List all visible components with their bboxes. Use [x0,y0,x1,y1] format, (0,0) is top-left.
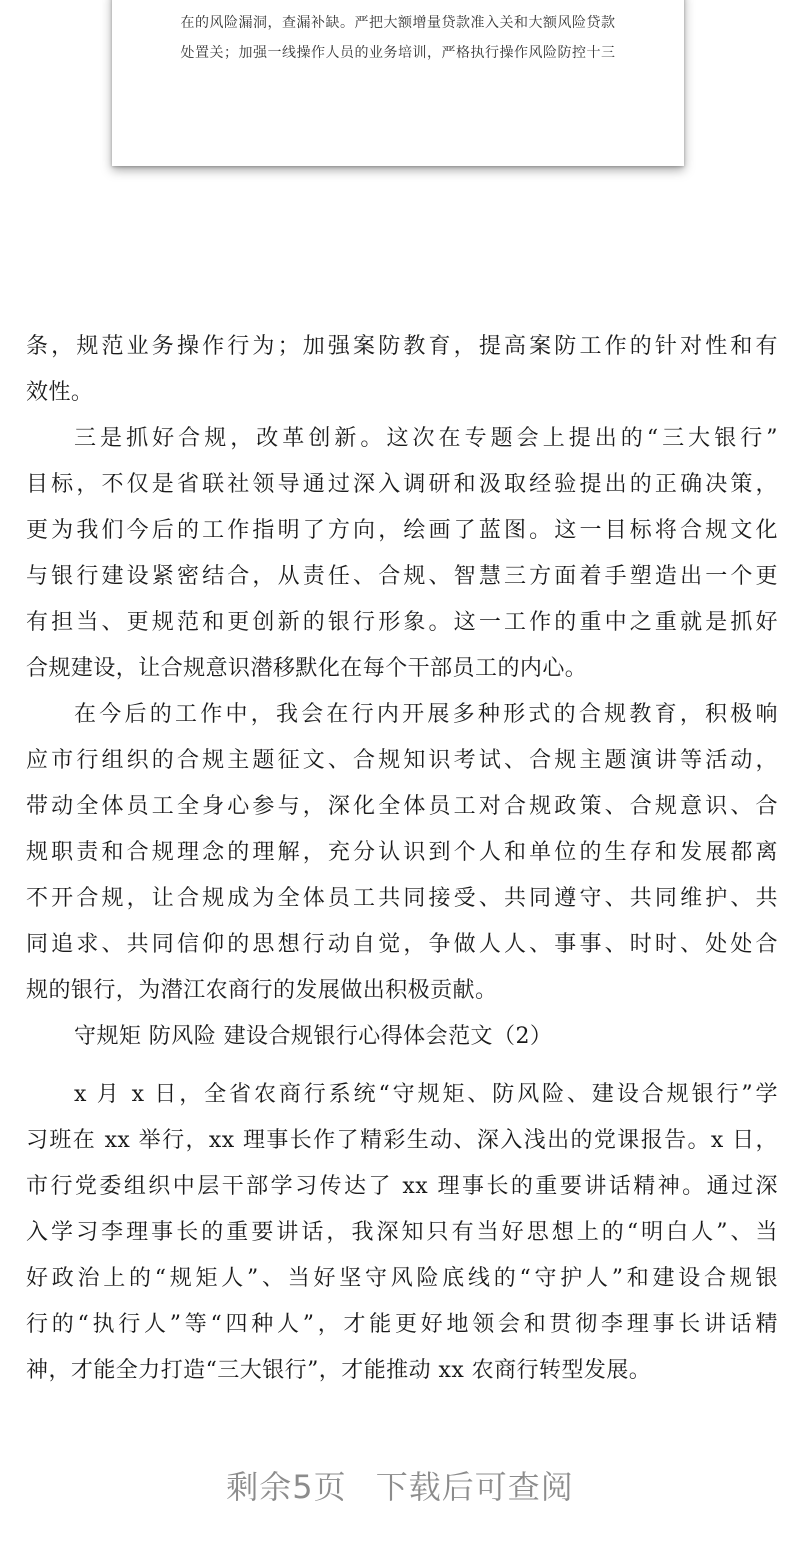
paragraph-line: 目标，不仅是省联社领导通过深入调研和汲取经验提出的正确决策， [26,472,778,497]
paragraph-line: 效性。 [26,380,94,405]
paragraph-line: 规的银行，为潜江农商行的发展做出积极贡献。 [26,978,498,1003]
paragraph-line: 在今后的工作中，我会在行内开展多种形式的合规教育，积极响 [74,702,778,727]
paragraph-line: 不开合规，让合规成为全体员工共同接受、共同遵守、共同维护、共 [26,886,778,911]
paragraph-line: 应市行组织的合规主题征文、合规知识考试、合规主题演讲等活动， [26,748,778,773]
remaining-pages-download-prompt[interactable]: 剩余5页 下载后可查阅 [226,1468,574,1506]
paragraph-line: 同追求、共同信仰的思想行动自觉，争做人人、事事、时时、处处合 [26,932,778,957]
section-heading: 守规矩 防风险 建设合规银行心得体会范文（2） [74,1024,553,1049]
paragraph-line: 习班在 xx 举行，xx 理事长作了精彩生动、深入浅出的党课报告。x 日， [26,1128,778,1153]
paragraph-line: 有担当、更规范和更创新的银行形象。这一工作的重中之重就是抓好 [26,610,778,635]
paragraph-line: 规职责和合规理念的理解，充分认识到个人和单位的生存和发展都离 [26,840,778,865]
paragraph-line: 条，规范业务操作行为；加强案防教育，提高案防工作的针对性和有 [26,334,778,359]
preview-line: 在的风险漏洞，查漏补缺。严把大额增量贷款准入关和大额风险贷款 [180,15,616,31]
paragraph-line: 三是抓好合规，改革创新。这次在专题会上提出的“三大银行” [74,426,778,451]
paragraph-line: 与银行建设紧密结合，从责任、合规、智慧三方面着手塑造出一个更 [26,564,778,589]
paragraph-line: 入学习李理事长的重要讲话，我深知只有当好思想上的“明白人”、当 [26,1220,778,1245]
paragraph-line: 更为我们今后的工作指明了方向，绘画了蓝图。这一目标将合规文化 [26,518,778,543]
paragraph-line: 行的“执行人”等“四种人”，才能更好地领会和贯彻李理事长讲话精 [26,1312,778,1337]
paragraph-line: 神，才能全力打造“三大银行”，才能推动 xx 农商行转型发展。 [26,1358,652,1383]
paragraph-line: 带动全体员工全身心参与，深化全体员工对合规政策、合规意识、合 [26,794,778,819]
preview-line: 处置关；加强一线操作人员的业务培训，严格执行操作风险防控十三 [180,45,616,61]
paragraph-line: 好政治上的“规矩人”、当好坚守风险底线的“守护人”和建设合规银 [26,1266,778,1291]
document-preview-card [112,0,684,166]
article-body [26,324,778,1394]
paragraph-line: x 月 x 日，全省农商行系统“守规矩、防风险、建设合规银行”学 [74,1082,778,1107]
paragraph-line: 市行党委组织中层干部学习传达了 xx 理事长的重要讲话精神。通过深 [26,1174,778,1199]
paragraph-line: 合规建设，让合规意识潜移默化在每个干部员工的内心。 [26,656,588,681]
